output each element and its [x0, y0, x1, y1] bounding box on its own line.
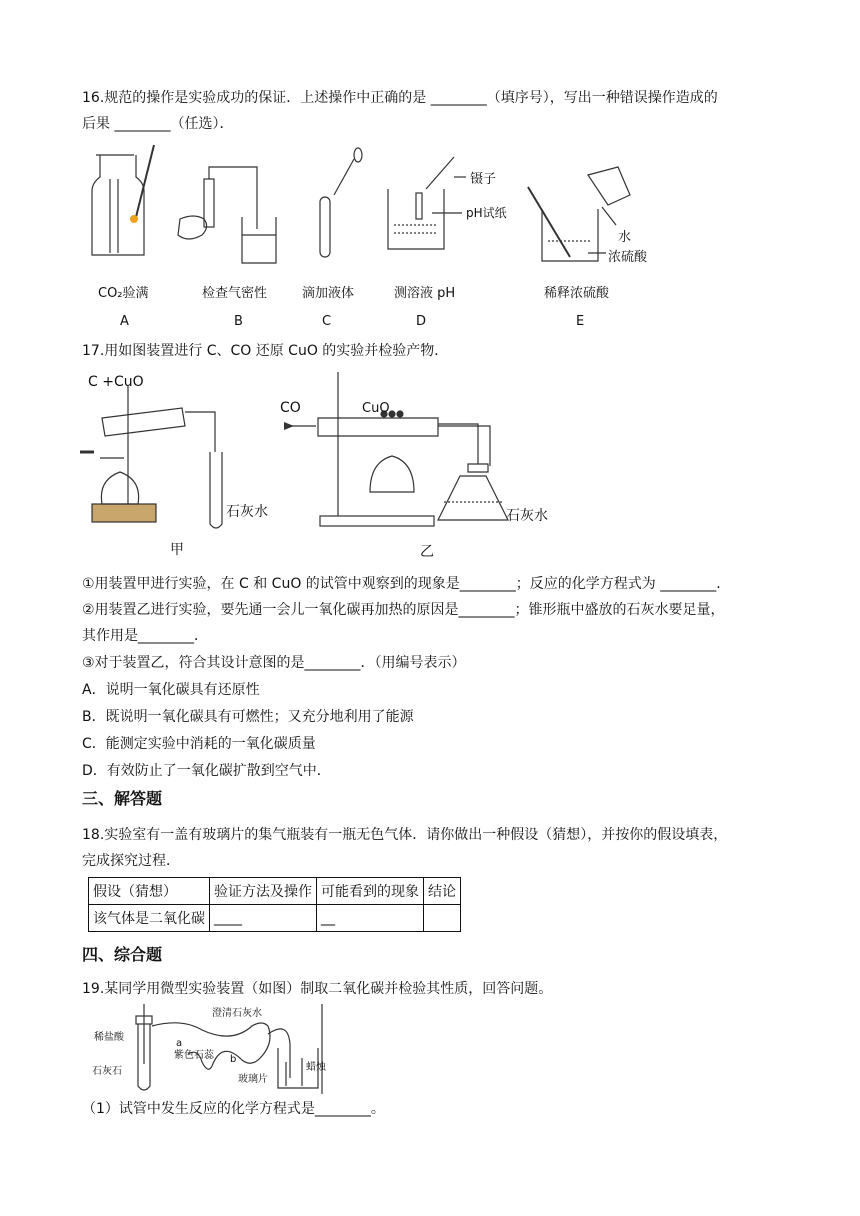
table-header: 假设（猜想）: [89, 878, 210, 905]
label-acid: 浓硫酸: [608, 250, 648, 265]
label-candle: 蜡烛: [306, 1062, 326, 1073]
table-cell: [424, 905, 461, 932]
fig-d-beaker: [388, 157, 466, 249]
q17-sub2b: 其作用是________．: [82, 628, 208, 644]
letter-e: E: [576, 314, 585, 329]
label-dilute-hcl: 稀盐酸: [94, 1032, 124, 1043]
q18-line2: 完成探究过程．: [82, 853, 180, 869]
fig-b-apparatus: [178, 167, 276, 263]
q19-sub1: （1）试管中发生反应的化学方程式是________。: [82, 1101, 385, 1117]
q17-option-a: A．说明一氧化碳具有还原性: [82, 682, 260, 698]
w-tube: [152, 1023, 270, 1069]
hypothesis-table: [88, 877, 461, 932]
label-limewater-2: 石灰水: [506, 508, 548, 524]
q19-figure: [82, 1004, 332, 1094]
table-header-row: [89, 878, 461, 905]
section-3-heading: 三、解答题: [82, 789, 163, 808]
label-limestone: 石灰石: [92, 1066, 122, 1077]
caption-yi: 乙: [420, 544, 434, 560]
label-clear-limewater: 澄清石灰水: [212, 1008, 262, 1019]
label-c-cuo: C +CuO: [88, 374, 144, 390]
caption-jia: 甲: [170, 542, 184, 558]
jia-apparatus: [80, 386, 222, 528]
section-4-heading: 四、综合题: [82, 945, 163, 964]
label-water: 水: [618, 230, 632, 245]
letter-b: B: [234, 314, 243, 329]
q17-sub2a: ②用装置乙进行实验，要先通一会儿一氧化碳再加热的原因是________；锥形瓶中盛放的石灰水要足量，: [82, 602, 725, 618]
caption-c: 滴加液体: [302, 286, 355, 301]
letter-c: C: [322, 314, 332, 329]
q18-line1: 18.实验室有一盖有玻璃片的集气瓶装有一瓶无色气体．请你做出一种假设（猜想），并按你的假设填表，: [82, 827, 728, 843]
q17-sub3: ③对于装置乙，符合其设计意图的是________．（用编号表示）: [82, 655, 466, 671]
table-cell: 该气体是二氧化碳: [89, 905, 210, 932]
label-litmus: 紫色石蕊: [174, 1050, 214, 1061]
q16-line1: 16.规范的操作是实验成功的保证．上述操作中正确的是 ________（填序号），写出一种错误操作造成的: [82, 90, 718, 106]
label-limewater-1: 石灰水: [226, 504, 268, 520]
table-cell: ____: [210, 905, 317, 932]
q19-title: 19.某同学用微型实验装置（如图）制取二氧化碳并检验其性质，回答问题。: [82, 981, 553, 997]
table-header: 结论: [424, 878, 461, 905]
q17-sub1: ①用装置甲进行实验，在 C 和 CuO 的试管中观察到的现象是________；反应的化学方程式为 ________．: [82, 576, 731, 592]
fig-a-flame: [130, 215, 138, 223]
q17-option-d: D．有效防止了一氧化碳扩散到空气中．: [82, 763, 331, 779]
label-b: b: [230, 1054, 237, 1065]
q17-figure: [80, 372, 580, 562]
label-co: CO: [280, 400, 301, 416]
label-tweezers: 镊子: [470, 172, 497, 187]
fig-c-dropper: [320, 148, 362, 257]
q17-option-b: B．既说明一氧化碳具有可燃性；又充分地利用了能源: [82, 709, 414, 725]
fig-a-gas-jar: [92, 145, 154, 255]
q17-title: 17.用如图装置进行 C、CO 还原 CuO 的实验并检验产物．: [82, 343, 449, 359]
letter-d: D: [416, 314, 427, 329]
label-a: a: [176, 1038, 183, 1049]
letter-a: A: [120, 314, 129, 329]
q17-option-c: C．能测定实验中消耗的一氧化碳质量: [82, 736, 316, 752]
table-cell: __: [317, 905, 424, 932]
label-glass-plate: 玻璃片: [238, 1074, 268, 1085]
yi-apparatus: [292, 372, 508, 526]
caption-a: CO₂验满: [98, 286, 149, 301]
table-header: 验证方法及操作: [210, 878, 317, 905]
table-row: [89, 905, 461, 932]
caption-b: 检查气密性: [202, 286, 268, 301]
fig-e-beaker: [528, 167, 630, 261]
caption-d: 测溶液 pH: [394, 286, 456, 301]
caption-e: 稀释浓硫酸: [544, 286, 610, 301]
label-cuo: CuO: [362, 401, 390, 416]
table-header: 可能看到的现象: [317, 878, 424, 905]
q16-figure: [82, 145, 682, 330]
q16-line2: 后果 ________（任选）．: [82, 116, 234, 132]
label-ph-paper: pH试纸: [466, 206, 507, 220]
